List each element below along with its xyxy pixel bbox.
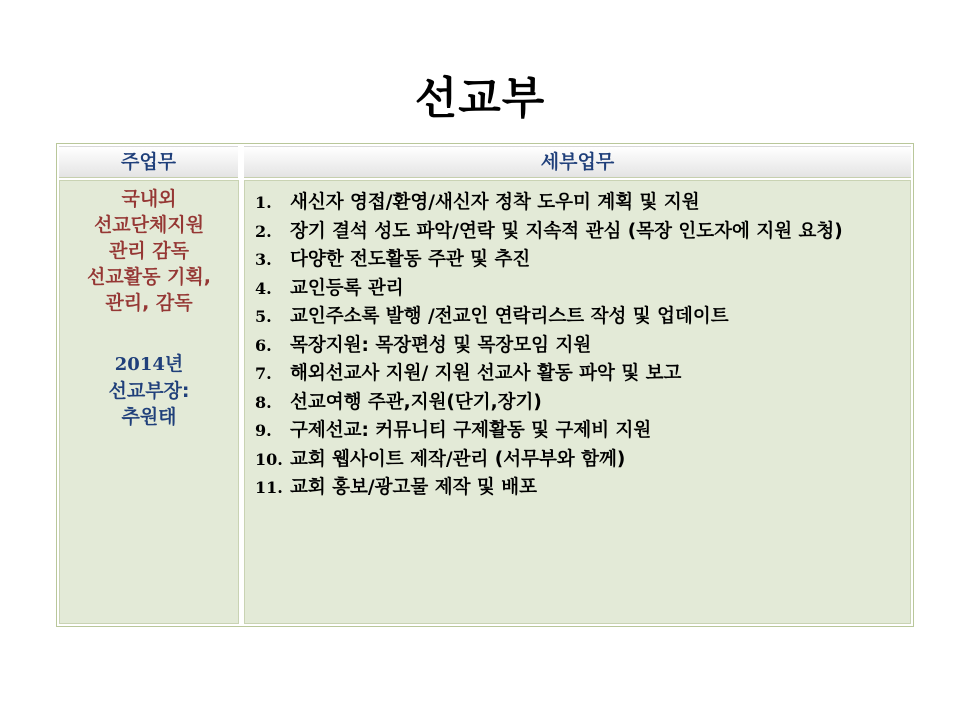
- department-head: [60, 351, 238, 430]
- detail-duty-text: 새신자 영접/환영/새신자 정착 도우미 계획 및 지원: [290, 192, 700, 213]
- detail-duty-number: 6.: [255, 335, 272, 355]
- detail-duty-number: 2.: [255, 221, 272, 241]
- main-duty-line: 선교단체지원: [93, 214, 205, 236]
- header-main-duty: 주업무: [59, 146, 238, 178]
- detail-duty-number: 8.: [255, 392, 272, 412]
- detail-duty-number: 5.: [255, 307, 272, 326]
- detail-duty-text: 교인주소록 발행 /전교인 연락리스트 작성 및 업데이트: [290, 306, 729, 327]
- detail-duty-text: 목장지원: 목장편성 및 목장모임 지원: [290, 334, 592, 356]
- detail-duty-item: [245, 474, 910, 503]
- detail-duty-item: [245, 446, 910, 475]
- detail-duty-cell: [244, 180, 911, 624]
- detail-duty-item: [245, 303, 910, 332]
- main-duty-line: 관리 감독: [108, 240, 190, 262]
- detail-duty-item: [245, 218, 910, 247]
- detail-duty-text: 교회 홍보/광고물 제작 및 배포: [290, 477, 537, 498]
- head-year-number: 2014: [114, 354, 165, 375]
- detail-duty-item: [245, 275, 910, 304]
- duties-table: [56, 143, 914, 627]
- detail-duty-text: 교회 웹사이트 제작/관리 (서무부와 함께): [290, 448, 626, 470]
- head-title: 선교부장:: [108, 380, 190, 402]
- detail-duty-item: [245, 189, 910, 218]
- detail-duty-item: [245, 389, 910, 418]
- detail-duty-text: 구제선교: 커뮤니티 구제활동 및 구제비 지원: [290, 420, 652, 441]
- main-duty-line: 국내외: [121, 188, 177, 210]
- detail-duty-number: 10.: [255, 449, 283, 469]
- main-duty-line: 선교활동 기획,: [87, 266, 211, 288]
- head-year: [60, 351, 238, 378]
- head-year-suffix: 년: [164, 353, 184, 375]
- detail-duty-number: 1.: [255, 193, 272, 212]
- main-duty-cell: [59, 180, 239, 624]
- detail-duty-number: 11.: [255, 478, 283, 497]
- detail-duty-item: [245, 332, 910, 361]
- detail-duty-number: 3.: [255, 250, 272, 269]
- detail-duty-text: 교인등록 관리: [290, 277, 404, 299]
- detail-duty-number: 7.: [255, 364, 272, 383]
- detail-duty-item: [245, 360, 910, 389]
- head-name: 추원태: [121, 406, 177, 428]
- detail-duty-item: [245, 417, 910, 446]
- detail-duty-number: 9.: [255, 421, 272, 440]
- header-detail-duty: 세부업무: [244, 146, 911, 178]
- slide-title: 선교부: [414, 73, 546, 124]
- detail-duty-text: 선교여행 주관,지원(단기,장기): [290, 391, 542, 413]
- detail-duty-item: [245, 246, 910, 275]
- detail-duty-list: [245, 181, 910, 503]
- main-duty-line: 관리, 감독: [105, 292, 193, 314]
- detail-duty-text: 다양한 전도활동 주관 및 추진: [290, 249, 531, 270]
- detail-duty-text: 장기 결석 성도 파악/연락 및 지속적 관심 (목장 인도자에 지원 요청): [290, 220, 843, 242]
- detail-duty-number: 4.: [255, 278, 272, 298]
- detail-duty-text: 해외선교사 지원/ 지원 선교사 활동 파악 및 보고: [290, 363, 682, 384]
